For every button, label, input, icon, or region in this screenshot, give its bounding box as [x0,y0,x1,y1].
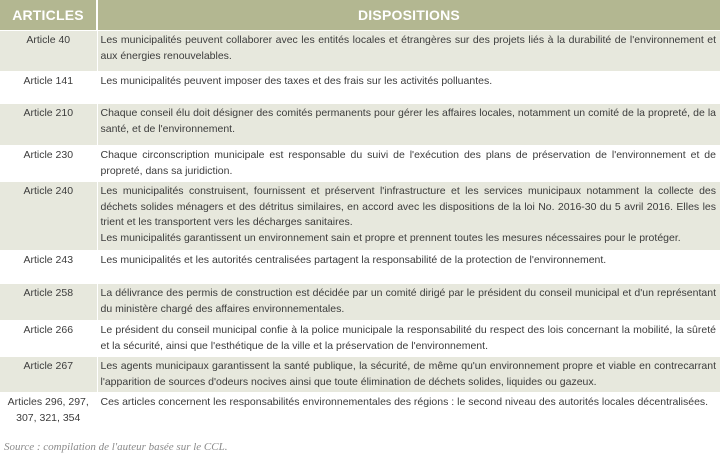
article-number: Article 266 [0,321,97,357]
table-row [0,251,720,284]
header-dispositions: DISPOSITIONS [97,0,720,31]
disposition-paragraph: Les municipalités et les autorités centralisées partagent la responsabilité de la protection de l'environnement. [100,254,607,266]
article-number: Article 230 [0,146,97,182]
article-number: Article 40 [0,31,97,72]
table-row [0,104,720,146]
article-number: Article 141 [0,72,97,104]
article-disposition [97,284,720,321]
source-note: Source : compilation de l'auteur basée sur le CCL. [4,440,228,453]
article-disposition [97,357,720,393]
article-disposition [97,104,720,146]
header-articles: ARTICLES [0,0,97,31]
disposition-paragraph: Les municipalités peuvent imposer des taxes et des frais sur les activités polluantes. [100,75,493,87]
article-number: Article 210 [0,104,97,146]
table-row [0,393,720,429]
article-disposition [97,31,720,72]
disposition-paragraph: Les municipalités peuvent collaborer avec les entités locales et étrangères sur des projets liés à la durabilité de l'environnement et aux énergies renouvelables. [100,34,716,62]
table-row [0,72,720,104]
disposition-paragraph: Les municipalités garantissent un environnement sain et propre et prennent toutes les mesures nécessaires pour le protéger. [100,231,681,244]
disposition-paragraph: Chaque circonscription municipale est responsable du suivi de l'exécution des plans de préservation de l'environnement et de propreté, dans sa juridiction. [100,149,716,177]
article-disposition [97,146,720,182]
article-number: Article 267 [0,357,97,393]
table-row [0,321,720,357]
table-header-row [0,0,720,31]
disposition-paragraph: Ces articles concernent les responsabilités environnementales des régions : le second niveau des autorités locales décentralisées. [100,396,709,408]
article-number: Article 258 [0,284,97,321]
disposition-paragraph: Les municipalités construisent, fournissent et préservent l'infrastructure et les services municipaux notamment la collecte des déchets solides ménagers et des détritus similaires, en accord avec les dispositions de la loi No. 2016-30 du 5 avril 2016. Elles les trient et les transportent vers les décharges sanitaires. [100,185,716,228]
table-row [0,146,720,182]
article-disposition [97,72,720,104]
article-number: Article 240 [0,182,97,251]
article-disposition [97,182,720,251]
article-disposition [97,251,720,284]
article-disposition [97,321,720,357]
article-number: Article 243 [0,251,97,284]
disposition-paragraph: Chaque conseil élu doit désigner des comités permanents pour gérer les affaires locales, notamment un comité de la propreté, de la santé, et de l'environnement. [100,107,716,135]
table-row [0,31,720,72]
article-number: Articles 296, 297, 307, 321, 354 [0,393,97,429]
article-disposition [97,393,720,429]
table-row [0,357,720,393]
disposition-paragraph: Le président du conseil municipal confie à la police municipale la responsabilité du respect des lois concernant la mobilité, la sûreté et la sécurité, ainsi que l'esthétique de la ville et la préservation de l'environnement. [100,324,716,352]
disposition-paragraph: La délivrance des permis de construction est décidée par un comité dirigé par le président du conseil municipal et d'un représentant du ministère chargé des affaires environnementales. [100,287,716,315]
table-row [0,182,720,251]
table-row [0,284,720,321]
disposition-paragraph: Les agents municipaux garantissent la santé publique, la sécurité, de même qu'un environnement propre et viable en contrecarrant l'apparition de sources d'odeurs nocives ainsi que toute élimination de déchets solides, liquides ou gazeux. [100,360,716,388]
